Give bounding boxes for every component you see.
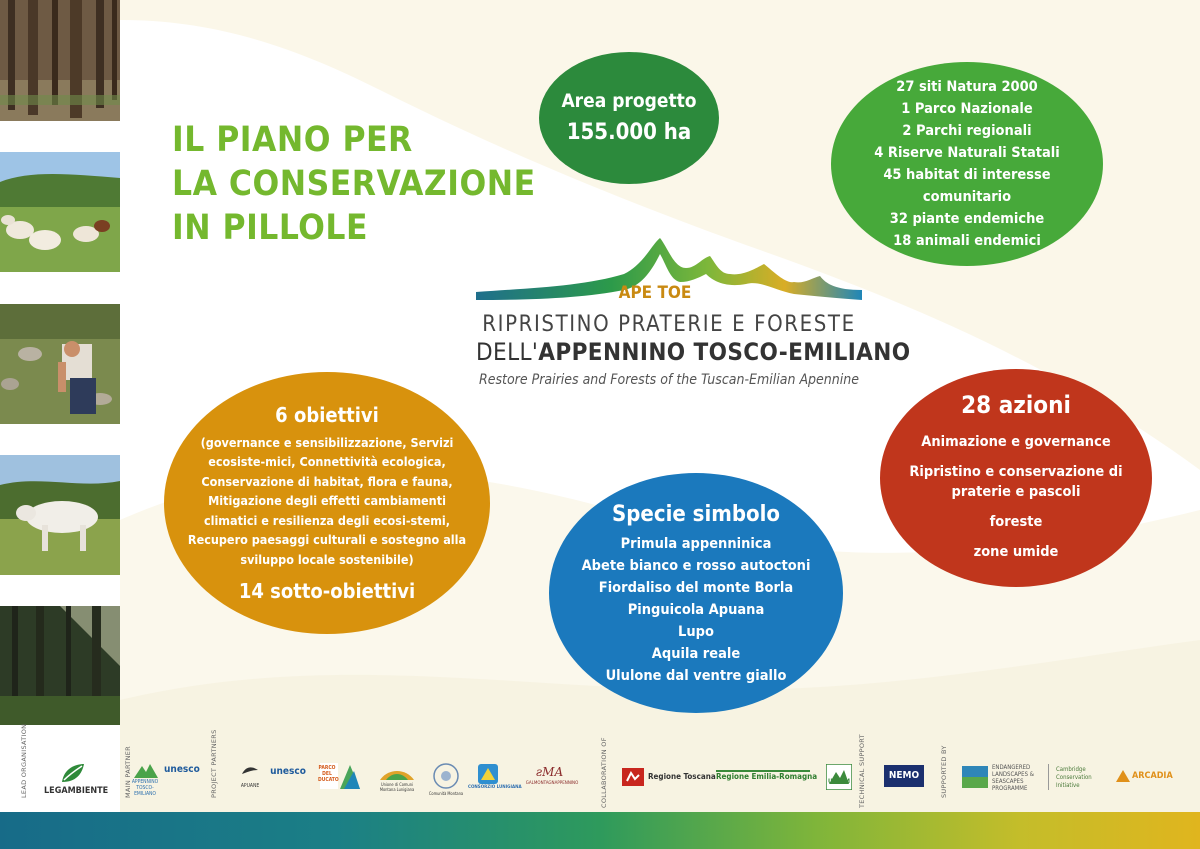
regione-toscana-logo: Regione Toscana [648, 772, 716, 781]
legambiente-leaf-icon [60, 762, 86, 784]
svg-text:ƨMA: ƨMA [536, 765, 564, 778]
sites-line: 4 Riserve Naturali Statali [874, 145, 1060, 161]
gal-montagna-icon [536, 764, 566, 778]
species-item: Pinguicola Apuana [627, 602, 765, 618]
project-subtitle-english: Restore Prairies and Forests of the Tuscan-Emilian Apennine [478, 372, 860, 388]
project-title-prefix: DELL' [476, 338, 539, 366]
sheep-pasture-photo [0, 152, 120, 272]
objectives-title: 6 obiettivi [275, 402, 379, 427]
actions-item: zone umide [973, 544, 1059, 560]
lunigiana-union-icon [380, 764, 414, 780]
species-item: Ululone dal ventre giallo [605, 668, 787, 684]
headline-line-3: IN PILLOLE [172, 208, 369, 248]
species-item: Aquila reale [651, 646, 741, 662]
forest-photo [0, 0, 120, 121]
collaboration-label: COLLABORATION OF [600, 737, 608, 808]
apuane-logo: APUANE [240, 783, 260, 789]
elsp-landscape-icon [962, 766, 988, 788]
technical-support-label: TECHNICAL SUPPORT [858, 734, 866, 808]
headline-line-2: LA CONSERVAZIONE [172, 164, 536, 204]
consorzio-lunigiana-logo: CONSORZIO LUNIGIANA [468, 785, 522, 790]
comunita-montana-logo: Comunità Montana [428, 791, 464, 796]
cow-photo [0, 455, 120, 575]
unesco-logo-partner: unesco [270, 766, 306, 777]
headline [172, 118, 536, 250]
lunigiana-union-logo: Unione di Comuni Montana Lunigiana [379, 782, 415, 792]
sites-line: 27 siti Natura 2000 [896, 79, 1038, 95]
sunlit-forest-photo [0, 606, 120, 725]
objectives-description: (governance e sensibilizzazione, Servizi ecosiste-mici, Connettività ecologica, Conservazione di habitat, flora e fauna, Mitigazione degli effetti cambiamenti climatici e resilienza degli ecosi-stemi, Recupero paesaggi culturali e sostegno alla sviluppo locale sostenibile) [187, 434, 467, 567]
sites-line: 18 animali endemici [893, 233, 1041, 249]
unesco-logo-main: unesco [164, 764, 200, 775]
lead-org-label: LEAD ORGANISATION [20, 723, 28, 798]
project-title-line-2 [476, 338, 911, 366]
sites-bubble [831, 62, 1103, 266]
actions-item: Animazione e governance [921, 434, 1111, 450]
actions-item: Ripristino e conservazione di praterie e pascoli [909, 464, 1123, 500]
park-appennino-icon [134, 762, 158, 778]
uncem-icon [826, 764, 852, 790]
area-bubble [539, 52, 719, 184]
arcadia-icon [1116, 770, 1130, 782]
comunita-montana-seal-icon [432, 762, 460, 790]
apuane-bird-icon [240, 764, 260, 778]
consorzio-lunigiana-icon [478, 764, 498, 784]
species-item: Primula appenninica [620, 536, 772, 552]
actions-item: foreste [989, 514, 1043, 530]
actions-title: 28 azioni [961, 391, 1071, 419]
regione-emilia-romagna-logo: Regione Emilia-Romagna [716, 772, 818, 781]
area-title: Area progetto [561, 90, 697, 112]
uncem-logo: UNCEM [828, 778, 850, 785]
species-item: Lupo [678, 624, 714, 640]
sites-line: 32 piante endemiche [889, 211, 1045, 227]
parco-ducato-logo: PARCO DEL DUCATO [318, 765, 339, 783]
cambridge-conservation-logo: Cambridge Conservation Initiative [1056, 766, 1092, 789]
sites-line: 2 Parchi regionali [902, 123, 1032, 139]
sites-line: 45 habitat di interesse [883, 167, 1051, 183]
species-bubble [549, 473, 843, 713]
project-acronym: APE TOE [618, 283, 692, 303]
arcadia-logo: ARCADIA [1132, 771, 1173, 781]
area-value: 155.000 ha [566, 120, 692, 145]
supported-by-label: SUPPORTED BY [940, 745, 948, 798]
appennino-logo: APPENNINO TOSCO-EMILIANO [131, 779, 159, 797]
sites-line: comunitario [922, 189, 1012, 205]
species-title: Specie simbolo [611, 502, 780, 527]
actions-bubble [880, 369, 1152, 587]
gal-montagna-logo: GALMONTAGNAPPENNINO [525, 781, 579, 786]
species-item: Abete bianco e rosso autoctoni [581, 558, 811, 574]
objectives-bubble [164, 372, 490, 634]
species-item: Fiordaliso del monte Borla [598, 580, 794, 596]
elsp-divider [1048, 764, 1049, 790]
main-partner-label: MAIN PARTNER [124, 746, 132, 798]
project-title-line-1: RIPRISTINO PRATERIE E FORESTE [482, 312, 856, 337]
nemo-logo: NEMO [884, 765, 924, 787]
headline-line-1: IL PIANO PER [172, 120, 413, 160]
project-partners-label: PROJECT PARTNERS [210, 729, 218, 798]
regione-toscana-flag-icon [622, 768, 644, 786]
project-title-bold: APPENNINO TOSCO-EMILIANO [538, 338, 911, 366]
sites-line: 1 Parco Nazionale [901, 101, 1033, 117]
legambiente-logo: LEGAMBIENTE [44, 786, 109, 796]
farmer-photo [0, 304, 120, 424]
objectives-sub: 14 sotto-obiettivi [238, 579, 416, 604]
bottom-gradient-bar [0, 812, 1200, 849]
elsp-logo: ENDANGERED LANDSCAPES & SEASCAPES PROGRAMME [992, 764, 1034, 792]
